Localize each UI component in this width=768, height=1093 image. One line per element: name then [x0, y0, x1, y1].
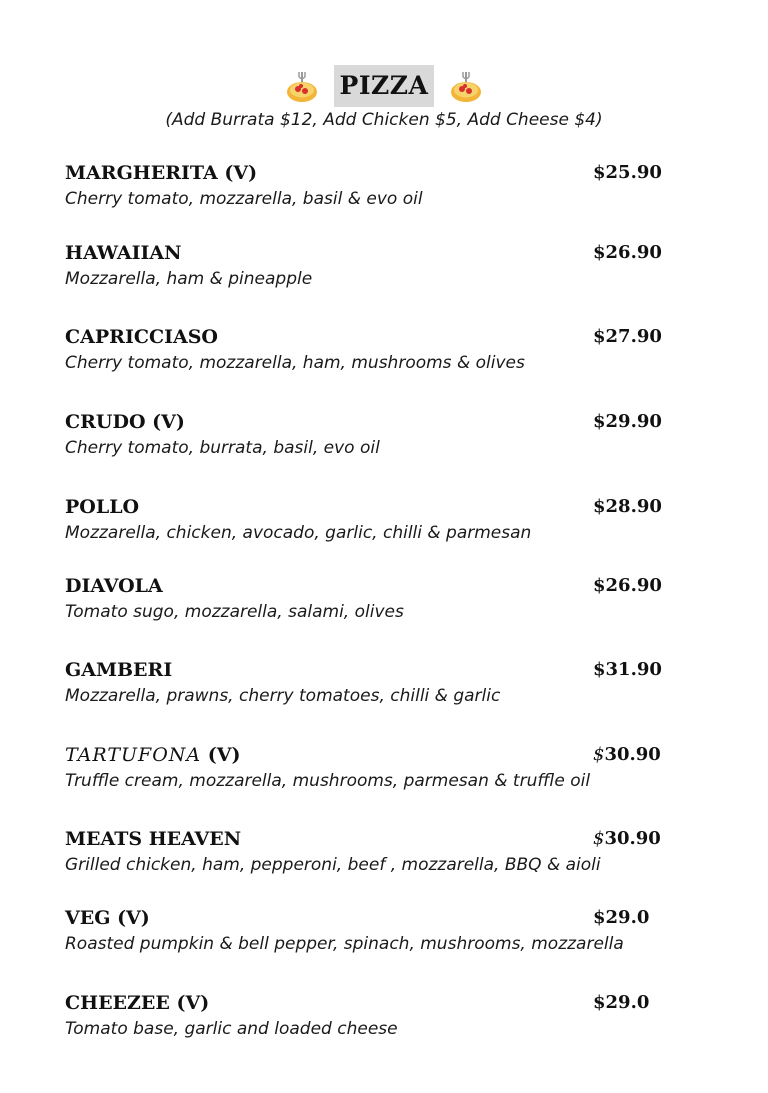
menu-item — [65, 494, 685, 544]
menu-item — [65, 990, 685, 1040]
item-description: Mozzarella, ham & pineapple — [65, 269, 313, 289]
vegetarian-tag: (V) — [176, 992, 210, 1014]
title-row — [0, 64, 768, 108]
item-description: Mozzarella, prawns, cherry tomatoes, chilli & garlic — [65, 686, 501, 706]
item-price: $31.90 — [593, 659, 662, 680]
item-description: Tomato sugo, mozzarella, salami, olives — [65, 602, 404, 622]
item-description: Grilled chicken, ham, pepperoni, beef , mozzarella, BBQ & aioli — [65, 855, 601, 875]
item-description: Roasted pumpkin & bell pepper, spinach, mushrooms, mozzarella — [65, 934, 624, 954]
page-subtitle: (Add Burrata $12, Add Chicken $5, Add Cheese $4) — [165, 110, 603, 130]
item-name: MARGHERITA (V) — [65, 162, 258, 184]
item-price: $30.90 — [593, 828, 661, 849]
vegetarian-tag: (V) — [201, 744, 241, 766]
item-price: $26.90 — [593, 242, 662, 263]
item-description: Cherry tomato, mozzarella, basil & evo oil — [65, 189, 423, 209]
menu-item — [65, 742, 685, 792]
item-name: GAMBERI — [65, 659, 173, 681]
item-price: $30.90 — [593, 744, 661, 765]
item-price: $29.90 — [593, 411, 662, 432]
item-name: CAPRICCIASO — [65, 326, 218, 348]
pizza-icon — [284, 68, 320, 104]
item-description: Cherry tomato, burrata, basil, evo oil — [65, 438, 380, 458]
item-description: Mozzarella, chicken, avocado, garlic, chilli & parmesan — [65, 523, 532, 543]
item-name: TARTUFONA (V) — [65, 744, 241, 766]
menu-item — [65, 905, 685, 955]
item-price: $29.0 — [593, 992, 650, 1013]
item-name: CHEEZEE (V) — [65, 992, 210, 1014]
item-price: $28.90 — [593, 496, 662, 517]
menu-item — [65, 324, 685, 374]
vegetarian-tag: (V) — [110, 907, 150, 929]
item-description: Truffle cream, mozzarella, mushrooms, parmesan & truffle oil — [65, 771, 591, 791]
page-title: PIZZA — [334, 65, 435, 107]
item-price: $26.90 — [593, 575, 662, 596]
item-price: $25.90 — [593, 162, 662, 183]
menu-item — [65, 573, 685, 623]
pizza-icon — [448, 68, 484, 104]
item-name: DIAVOLA — [65, 575, 163, 597]
item-name: VEG (V) — [65, 907, 150, 929]
item-description: Tomato base, garlic and loaded cheese — [65, 1019, 398, 1039]
menu-item — [65, 240, 685, 290]
item-price: $27.90 — [593, 326, 662, 347]
item-name: HAWAIIAN — [65, 242, 182, 264]
menu-item — [65, 409, 685, 459]
menu-header — [0, 64, 768, 130]
item-name: CRUDO (V) — [65, 411, 185, 433]
item-description: Cherry tomato, mozzarella, ham, mushrooms & olives — [65, 353, 525, 373]
item-price: $29.0 — [593, 907, 650, 928]
item-name: POLLO — [65, 496, 140, 518]
menu-item — [65, 657, 685, 707]
item-name: MEATS HEAVEN — [65, 828, 242, 850]
menu-item — [65, 826, 685, 876]
vegetarian-tag: (V) — [145, 411, 185, 433]
vegetarian-tag: (V) — [217, 162, 258, 184]
menu-item — [65, 160, 685, 210]
